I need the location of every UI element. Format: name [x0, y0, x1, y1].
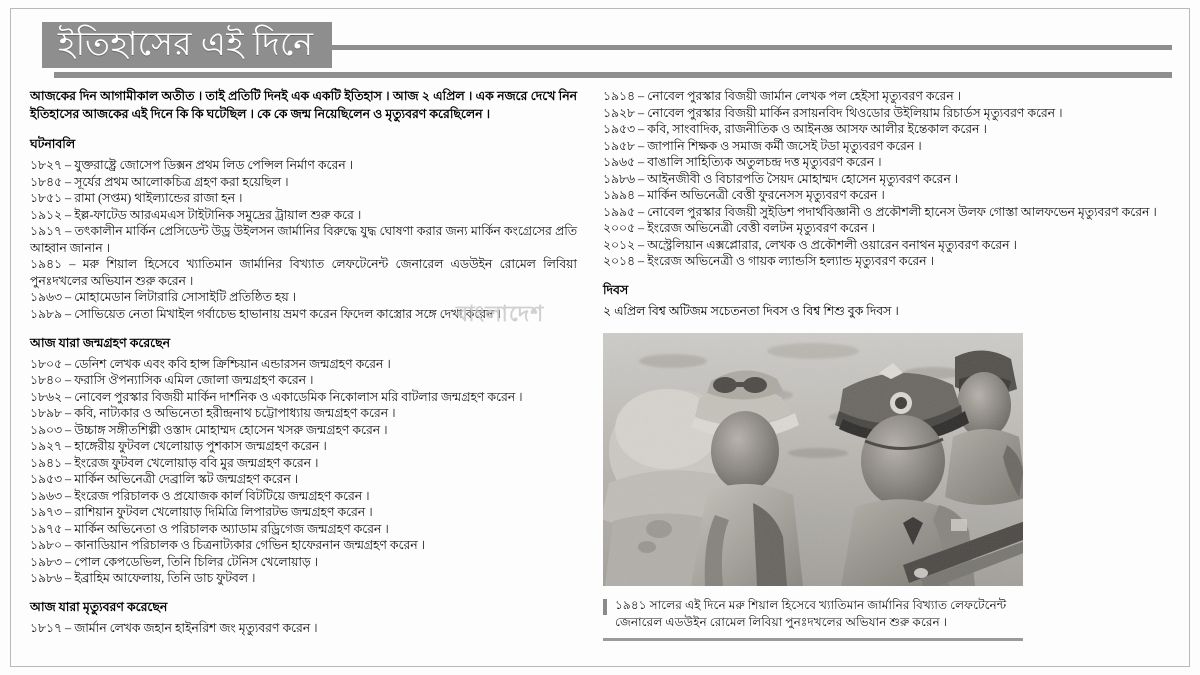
entry-separator: –	[61, 620, 75, 635]
entry-text: মরু শিয়াল হিসেবে খ্যাতিমান জার্মানির বিখ্যাত লেফটেনেন্ট জেনারেল এডউইন রোমেল লিবিয়া পুনঃদখলের অভিযান শুরু করেন ।	[30, 257, 577, 288]
entry-text: ইল্ল-ফাটেড আরএমএস টাইটানিক সমুদ্রের ট্রায়াল শুরু করে ।	[74, 207, 362, 222]
entry-separator: –	[61, 406, 75, 421]
list-item	[30, 306, 577, 323]
entry-text: কবি, সাংবাদিক, রাজনীতিক ও আইনজ্ঞ আসফ আলীর ইন্তেকাল করেন ।	[647, 122, 987, 137]
entry-separator: –	[634, 155, 648, 170]
entry-year: ১৯৯৪	[603, 188, 635, 203]
spacer	[603, 270, 1172, 282]
entry-text: মার্কিন অভিনেত্রী দেব্রালি স্কট জন্মগ্রহণ করেন ।	[74, 472, 299, 487]
entry-year: ১৮৪০	[30, 373, 62, 388]
entry-year: ১৯৫৩	[603, 122, 635, 137]
entry-year: ১৮১৭	[30, 620, 62, 635]
caption-text: ১৯৪১ সালের এই দিনে মরু শিয়াল হিসেবে খ্যাতিমান জার্মানির বিখ্যাত লেফটেনেন্ট জেনারেল এডউইন রোমেল লিবিয়া পুনঃদখলের অভিযান শুরু করেন ।	[615, 598, 1007, 629]
entry-year: ১৮৯৮	[30, 406, 62, 421]
list-item	[30, 438, 577, 455]
entry-text: উচ্চাঙ্গ সঙ্গীতশিল্পী ওস্তাদ মোহাম্মদ হোসেন খসরু জন্মগ্রহণ করেন ।	[74, 422, 388, 437]
entry-text: রাশিয়ান ফুটবল খেলোয়াড় দিমিত্রি লিপারটভ জন্মগ্রহণ করেন ।	[74, 505, 373, 520]
entry-text: মার্কিন অভিনেত্রী বেত্তী ফুরনেসস মৃত্যুবরণ করেন ।	[647, 188, 885, 203]
entry-separator: –	[61, 439, 75, 454]
entry-year: ১৯৭৫	[30, 521, 62, 536]
entry-year: ১৯৬৫	[603, 155, 635, 170]
list-item	[603, 204, 1172, 221]
list-item	[30, 372, 577, 389]
section-heading-observance: দিবস	[603, 282, 629, 297]
entry-year: ২০০৫	[603, 221, 635, 236]
left-column	[30, 88, 577, 651]
list-item	[30, 455, 577, 472]
entry-year: ১৯৯৫	[603, 204, 635, 219]
entry-year: ২০১২	[603, 237, 635, 252]
entry-separator: –	[61, 207, 75, 222]
entry-year: ১৮৫১	[30, 191, 62, 206]
list-item	[30, 190, 577, 207]
entry-separator: –	[61, 488, 75, 503]
masthead-rule	[332, 22, 1173, 72]
list-item	[30, 405, 577, 422]
entry-text: মোহামেডান লিটারারি সোসাইটি প্রতিষ্ঠিত হয় ।	[74, 290, 297, 305]
entry-year: ১৯২৮	[603, 105, 635, 120]
entry-year: ১৮৬২	[30, 389, 62, 404]
section-heading-births: আজ যারা জন্মগ্রহণ করেছেন	[30, 335, 171, 350]
list-item	[603, 121, 1172, 138]
site-watermark: বাংলাদেশ	[456, 301, 545, 326]
list-item	[603, 171, 1172, 188]
entry-text: হাঙ্গেরীয় ফুটবল খেলোয়াড় পুশকাস জন্মগ্রহণ করেন ।	[74, 439, 327, 454]
entry-separator: –	[634, 221, 648, 236]
entry-year: ১৮৪৫	[30, 174, 62, 189]
entry-separator: –	[61, 257, 83, 272]
entry-text: সূর্যের প্রথম আলোকচিত্র গ্রহণ করা হয়েছিল ।	[74, 174, 289, 189]
entry-separator: –	[61, 158, 75, 173]
entry-separator: –	[61, 554, 75, 569]
entry-text: রামা (সপ্তম) থাইল্যান্ডের রাজা হন ।	[74, 191, 243, 206]
entry-text: নোবেল পুরস্কার বিজয়ী সুইডিশ পদার্থবিজ্ঞানী ও প্রকৌশলী হানেস উলফ গোস্তা আলফভেন মৃত্যুবরণ করেন ।	[647, 204, 1157, 219]
entry-text: নোবেল পুরস্কার বিজয়ী মার্কিন দার্শনিক ও একাডেমিক নিকোলাস মরি বাটলার জন্মগ্রহণ করেন ।	[74, 389, 523, 404]
entry-text: ইব্রাহিম আফেলায়, তিনি ডাচ ফুটবল ।	[74, 571, 256, 586]
list-item	[30, 207, 577, 224]
list-item	[30, 289, 577, 306]
entry-year: ১৯১৪	[603, 89, 635, 103]
entry-separator: –	[61, 521, 75, 536]
masthead-plate	[42, 22, 332, 68]
list-item	[30, 537, 577, 554]
entry-year: ১৯৮৬	[30, 571, 62, 586]
entry-year: ১৯১৭	[30, 224, 62, 239]
entry-separator: –	[634, 89, 648, 103]
entry-text: ফরাসি ঔপন্যাসিক এমিল জোলা জন্মগ্রহণ করেন ।	[74, 373, 314, 388]
section-heading-deaths: আজ যারা মৃত্যুবরণ করেছেন	[30, 599, 168, 614]
entry-separator: –	[61, 307, 75, 321]
entry-text: ইংরেজ অভিনেত্রী ও গায়ক ল্যান্ডসি হল্যান্ড মৃত্যুবরণ করেন ।	[647, 254, 934, 269]
entry-year: ১৯৮০	[30, 538, 62, 553]
list-item	[30, 471, 577, 488]
historical-photo	[603, 333, 1023, 586]
list-item	[30, 356, 577, 373]
entry-separator: –	[61, 290, 75, 305]
entry-text: আইনজীবী ও বিচারপতি সৈয়দ মোহাম্মদ হোসেন মৃত্যুবরণ করেন ।	[647, 171, 959, 186]
deaths-list-right	[603, 88, 1172, 270]
entry-text: নোবেল পুরস্কার বিজয়ী জার্মান লেখক পল হেইসা মৃত্যুবরণ করেন ।	[647, 89, 962, 103]
entry-year: ১৯৬৩	[30, 290, 62, 305]
births-list	[30, 356, 577, 587]
entry-year: ১৯৫৮	[603, 138, 635, 153]
entry-separator: –	[61, 455, 75, 470]
entry-separator: –	[634, 254, 648, 269]
list-item	[603, 154, 1172, 171]
entry-separator: –	[61, 505, 75, 520]
list-item	[30, 174, 577, 191]
entry-separator: –	[61, 191, 75, 206]
entry-text: যুক্তরাষ্ট্রে জোসেপ ডিক্সন প্রথম লিড পেন্সিল নির্মাণ করেন ।	[74, 158, 354, 173]
entry-separator: –	[61, 224, 75, 239]
entry-text: বাঙালি সাহিত্যিক অতুলচন্দ্র দত্ত মৃত্যুবরণ করেন ।	[647, 155, 882, 170]
list-item	[30, 504, 577, 521]
entry-year: ১৯৮৯	[30, 307, 62, 321]
list-item	[30, 488, 577, 505]
entry-separator: –	[634, 204, 648, 219]
caption-marker-bar	[603, 599, 607, 615]
masthead	[42, 22, 1172, 72]
entry-text: ইংরেজ ফুটবল খেলোয়াড় ববি মুর জন্মগ্রহণ করেন ।	[74, 455, 319, 470]
entry-separator: –	[61, 422, 75, 437]
entry-year: ১৯৪১	[30, 455, 62, 470]
entry-separator: –	[61, 571, 75, 586]
entry-separator: –	[634, 188, 648, 203]
list-item	[603, 237, 1172, 254]
entry-text: ইংরেজ পরিচালক ও প্রযোজক কার্ল বিটটিয়ে জন্মগ্রহণ করেন ।	[74, 488, 370, 503]
entry-separator: –	[61, 538, 75, 553]
entry-year: ১৮২৭	[30, 158, 62, 173]
list-item	[30, 521, 577, 538]
entry-year: ১৯৬৩	[30, 488, 62, 503]
deaths-list-left	[30, 620, 577, 637]
content-columns	[30, 88, 1172, 651]
spacer	[30, 323, 577, 335]
caption-rule	[603, 638, 1023, 641]
entry-year: ১৯৪১	[30, 257, 62, 272]
list-item	[603, 253, 1172, 270]
section-heading-events: ঘটনাবলি	[30, 137, 76, 152]
observance-text: ২ এপ্রিল বিশ্ব অটিজম সচেতনতা দিবস ও বিশ্ব শিশু বুক দিবস ।	[603, 303, 899, 318]
entry-separator: –	[61, 373, 75, 388]
photo-caption	[603, 595, 1023, 630]
entry-year: ১৯১২	[30, 207, 62, 222]
right-column	[456, 88, 1172, 651]
list-item	[603, 220, 1172, 237]
entry-separator: –	[634, 171, 648, 186]
entry-text: নোবেল পুরস্কার বিজয়ী মার্কিন রসায়নবিদ থিওডোর উইলিয়াম রিচার্ডস মৃত্যুবরণ করেন ।	[647, 105, 1063, 120]
entry-text: মার্কিন অভিনেতা ও পরিচালক অ্যাডাম রড্রিগেজ জন্মগ্রহণ করেন ।	[74, 521, 389, 536]
entry-separator: –	[61, 389, 75, 404]
entry-year: ১৯৮৩	[30, 554, 62, 569]
entry-text: অস্ট্রেলিয়ান এক্সপ্লোরার, লেখক ও প্রকৌশলী ওয়ারেন বনাথন মৃত্যুবরণ করেন ।	[647, 237, 1017, 252]
list-item	[30, 223, 577, 256]
entry-text: কবি, নাট্যকার ও অভিনেতা হরীন্দ্রনাথ চট্টোপাধ্যায় জন্মগ্রহণ করেন ।	[74, 406, 396, 421]
masthead-underbar	[54, 72, 1172, 78]
list-item	[603, 88, 1172, 105]
entry-text: কানাডিয়ান পরিচালক ও চিত্রনাট্যকার গেভিন হাফেরনান জন্মগ্রহণ করেন ।	[74, 538, 426, 553]
list-item	[30, 422, 577, 439]
entry-separator: –	[61, 472, 75, 487]
entry-text: ইংরেজ অভিনেত্রী বেত্তী বলটন মৃত্যুবরণ করেন ।	[647, 221, 876, 236]
entry-text: জাপানি শিক্ষক ও সমাজ কর্মী জসেই টডা মৃত্যুবরণ করেন ।	[647, 138, 922, 153]
page-title: ইতিহাসের এই দিনে	[58, 26, 314, 63]
entry-separator: –	[61, 356, 75, 371]
entry-separator: –	[634, 138, 648, 153]
entry-text: জার্মান লেখক জহান হাইনরিশ জং মৃত্যুবরণ করেন ।	[74, 620, 318, 635]
list-item	[603, 105, 1172, 122]
entry-text: তৎকালীন মার্কিন প্রেসিডেন্ট উড্র উইলসন জার্মানির বিরুদ্ধে যুদ্ধ ঘোষণা করার জন্য মার্কিন কংগ্রেসের প্রতি আহ্বান জানান ।	[30, 224, 577, 255]
entry-year: ১৯৭৩	[30, 505, 62, 520]
entry-year: ১৯৫৩	[30, 472, 62, 487]
entry-year: ১৯৮৬	[603, 171, 635, 186]
entry-separator: –	[634, 105, 648, 120]
entry-separator: –	[634, 237, 648, 252]
entry-year: ২০১৪	[603, 254, 635, 269]
page-inner	[10, 8, 1190, 669]
photo-block	[603, 333, 1023, 641]
list-item	[603, 138, 1172, 155]
list-item	[30, 570, 577, 587]
entry-year: ১৯০৩	[30, 422, 62, 437]
entry-text: সোভিয়েত নেতা মিখাইল গর্বাচেভ হাভানায় ভ্রমণ করেন ফিদেল কাস্ত্রোর সঙ্গে দেখা করেন ।	[74, 307, 501, 321]
list-item	[30, 256, 577, 289]
lede-paragraph: আজকের দিন আগামীকাল অতীত । তাই প্রতিটি দিনই এক একটি ইতিহাস । আজ ২ এপ্রিল । এক নজরে দেখে নিন ইতিহাসের আজকের এই দিনে কি কি ঘটেছিল । কে কে জন্ম নিয়েছিলেন ও মৃত্যুবরণ করেছিলেন ।	[30, 89, 577, 121]
events-list	[30, 157, 577, 322]
list-item	[30, 620, 577, 637]
entry-separator: –	[61, 174, 75, 189]
list-item	[30, 157, 577, 174]
spacer	[30, 587, 577, 599]
entry-year: ১৮০৫	[30, 356, 62, 371]
entry-separator: –	[634, 122, 648, 137]
list-item	[30, 554, 577, 571]
entry-year: ১৯২৭	[30, 439, 62, 454]
entry-text: ডেনিশ লেখক এবং কবি হান্স ক্রিশ্চিয়ান এন্ডারসন জন্মগ্রহণ করেন ।	[74, 356, 391, 371]
entry-text: পোল কেপডেভিল, তিনি চিলির টেনিস খেলোয়াড় ।	[74, 554, 319, 569]
list-item	[603, 187, 1172, 204]
list-item	[30, 389, 577, 406]
